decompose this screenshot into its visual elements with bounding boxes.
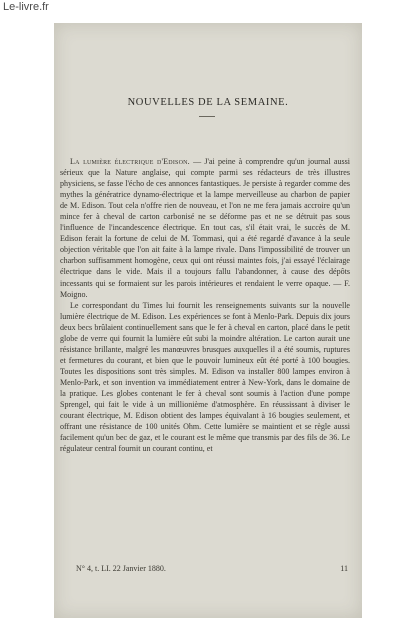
paragraph-1 (60, 156, 350, 300)
issue-line: N° 4, t. LI. 22 Janvier 1880. (76, 564, 166, 573)
brand-logo (3, 1, 49, 13)
section-headline: NOUVELLES DE LA SEMAINE. (127, 97, 289, 108)
paragraph-2-text: Le correspondant du Times lui fournit les renseignements suivants sur la nouvelle lumière électrique de M. Edison. Les expériences se font à Menlo-Park. Depuis dix jours deux becs brûlaient continuellement sans que le fer à cheval en carton, placé dans le petit globe de verre qui fournit la lumière eût subi la moindre altération. Le carton aurait une résistance brillante, malgré les manœuvres brusques auxquelles il a été soumis, ruptures et fermetures du courant, et bien que le pouvoir lumineux eût été porté à 100 bougies. Toutes les dispositions sont très simples. M. Edison va installer 800 lampes environ à Menlo-Park, et son invention va immédiatement entrer à New-York, dans le domaine de la pratique. Les globes contenant le fer à cheval sont soumis à l'action d'une pompe Sprengel, qui fait le vide à un millionième d'atmosphère. En réussissant à diviser le courant électrique, M. Edison obtient des lampes équivalant à 16 bougies seulement, et offrant une résistance de 100 unités Ohm. Cette lumière se maintient et se règle aussi facilement qu'un bec de gaz, et le courant est le même que transmis par des fils de 36. Le régulateur central fournit un courant continu, et (60, 300, 350, 454)
headline-rule (199, 116, 215, 117)
paragraph-1-lead: La lumière électrique d'Edison. (70, 157, 190, 166)
paragraph-1-text: — J'ai peine à comprendre qu'un journal aussi sérieux que la Nature anglaise, qui compte parmi ses rédacteurs de très illustres physiciens, se fasse l'écho de ces annonces fantastiques. Je persiste à regarder comme des mythes la génératrice dynamo-électrique et la lampe merveilleuse au charbon de papier de M. Edison. Tout cela n'offre rien de nouveau, et l'on ne me fera jamais accroire qu'un mince fer à cheval de carton carbonisé ne se déforme pas et ne se détruit pas sous l'influence de l'incandescence électrique. En tout cas, s'il était vrai, le succès de M. Edison ferait la fortune de celui de M. Tommasi, qui a été regardé d'avance à la seule objection véritable que l'on ait faite à la lampe rivale. Dans l'impossibilité de trouver un charbon suffisamment homogène, ceux qui ont réussi maintes fois, j'ai essayé l'éclairage électrique dans le vide. Mais il a toujours fallu l'abandonner, à cause des dépôts incessants qui se formaient sur les parois intérieures et rendaient le verre opaque. — F. Moigno. (60, 157, 351, 299)
article-body (60, 156, 350, 454)
document-page (54, 23, 362, 618)
brand-logo-text: Le-livre.fr (3, 1, 49, 13)
paragraph-2 (60, 300, 350, 455)
page-footer (76, 564, 348, 573)
page-number: 11 (340, 564, 348, 573)
